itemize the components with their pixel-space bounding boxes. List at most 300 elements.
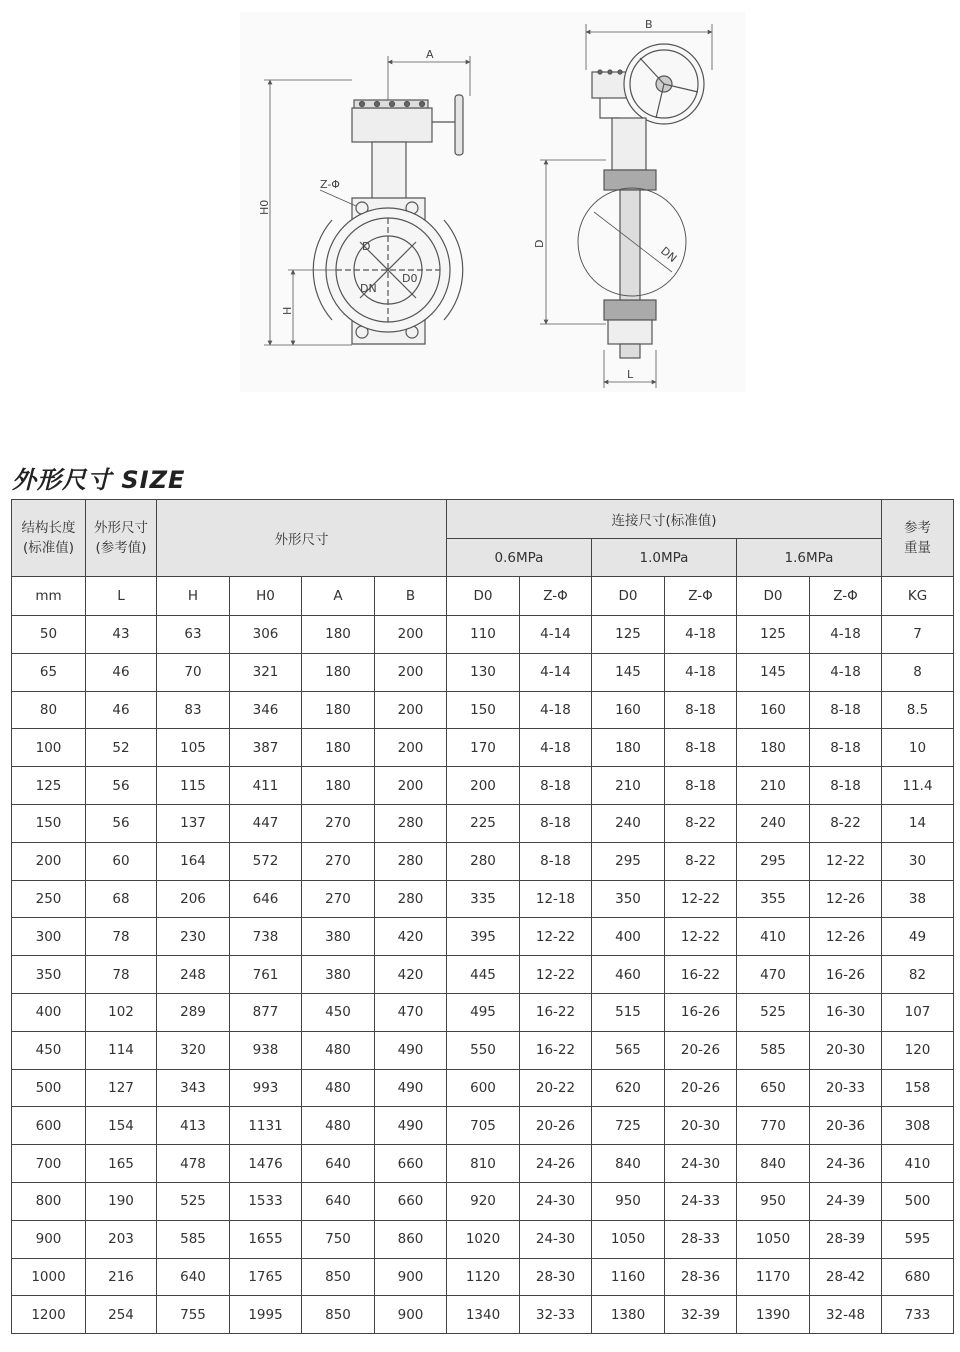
table-cell: 950	[737, 1182, 810, 1220]
table-row	[12, 804, 954, 842]
table-cell: 12-22	[665, 880, 737, 918]
table-cell: 8-18	[810, 691, 882, 729]
table-cell: 105	[157, 729, 230, 767]
dim-d0-label: D0	[402, 272, 418, 285]
table-cell: 170	[447, 729, 520, 767]
table-cell: 600	[447, 1069, 520, 1107]
size-table	[11, 499, 954, 1334]
table-cell: 640	[302, 1145, 375, 1183]
table-cell: 8-18	[665, 729, 737, 767]
table-cell: 30	[882, 842, 954, 880]
table-cell: 840	[737, 1145, 810, 1183]
table-cell: 755	[157, 1296, 230, 1334]
table-cell: 993	[230, 1069, 302, 1107]
table-cell: 270	[302, 880, 375, 918]
table-row	[12, 956, 954, 994]
table-cell: 700	[12, 1145, 86, 1183]
table-cell: 550	[447, 1031, 520, 1069]
unit-header-cell: Z-Φ	[520, 577, 592, 616]
table-cell: 1380	[592, 1296, 665, 1334]
table-cell: 158	[882, 1069, 954, 1107]
table-cell: 380	[302, 956, 375, 994]
table-cell: 56	[86, 767, 157, 805]
table-cell: 12-22	[665, 918, 737, 956]
table-row	[12, 918, 954, 956]
table-cell: 572	[230, 842, 302, 880]
header-struct-length: 结构长度 (标准值)	[12, 500, 86, 577]
table-cell: 4-18	[665, 616, 737, 654]
table-cell: 585	[157, 1220, 230, 1258]
table-cell: 733	[882, 1296, 954, 1334]
size-table-container	[11, 499, 950, 1334]
header-pressure-1-0: 1.0MPa	[592, 539, 737, 577]
table-cell: 49	[882, 918, 954, 956]
table-cell: 595	[882, 1220, 954, 1258]
valve-technical-drawing	[0, 0, 960, 400]
table-cell: 400	[12, 993, 86, 1031]
table-cell: 32-33	[520, 1296, 592, 1334]
table-cell: 289	[157, 993, 230, 1031]
table-cell: 52	[86, 729, 157, 767]
table-cell: 43	[86, 616, 157, 654]
table-cell: 82	[882, 956, 954, 994]
table-cell: 1170	[737, 1258, 810, 1296]
dim-h0-label: H0	[258, 199, 271, 215]
table-cell: 420	[375, 918, 447, 956]
table-cell: 4-18	[810, 653, 882, 691]
table-cell: 16-26	[665, 993, 737, 1031]
table-cell: 125	[737, 616, 810, 654]
table-cell: 280	[375, 842, 447, 880]
table-cell: 114	[86, 1031, 157, 1069]
table-cell: 80	[12, 691, 86, 729]
table-cell: 420	[375, 956, 447, 994]
table-cell: 800	[12, 1182, 86, 1220]
unit-header-cell: L	[86, 577, 157, 616]
table-cell: 480	[302, 1069, 375, 1107]
table-cell: 410	[882, 1145, 954, 1183]
table-cell: 20-33	[810, 1069, 882, 1107]
table-cell: 295	[737, 842, 810, 880]
table-cell: 500	[12, 1069, 86, 1107]
table-cell: 46	[86, 653, 157, 691]
table-cell: 65	[12, 653, 86, 691]
header-connection: 连接尺寸(标准值)	[447, 500, 882, 539]
table-cell: 68	[86, 880, 157, 918]
dim-l-label: L	[627, 368, 634, 381]
table-cell: 20-30	[665, 1107, 737, 1145]
table-cell: 145	[592, 653, 665, 691]
table-cell: 83	[157, 691, 230, 729]
table-cell: 295	[592, 842, 665, 880]
unit-header-cell: D0	[447, 577, 520, 616]
header-pressure-0-6: 0.6MPa	[447, 539, 592, 577]
table-cell: 28-39	[810, 1220, 882, 1258]
table-cell: 130	[447, 653, 520, 691]
unit-header-cell: Z-Φ	[665, 577, 737, 616]
table-cell: 78	[86, 918, 157, 956]
table-cell: 525	[737, 993, 810, 1031]
table-cell: 355	[737, 880, 810, 918]
table-cell: 1390	[737, 1296, 810, 1334]
table-cell: 180	[302, 653, 375, 691]
table-cell: 1160	[592, 1258, 665, 1296]
table-cell: 840	[592, 1145, 665, 1183]
table-row	[12, 691, 954, 729]
dim-z-label: Z-Φ	[320, 178, 340, 191]
table-cell: 180	[592, 729, 665, 767]
table-cell: 24-39	[810, 1182, 882, 1220]
table-cell: 28-30	[520, 1258, 592, 1296]
table-cell: 346	[230, 691, 302, 729]
table-cell: 7	[882, 616, 954, 654]
table-cell: 480	[302, 1031, 375, 1069]
header-weight: 参考 重量	[882, 500, 954, 577]
table-cell: 254	[86, 1296, 157, 1334]
table-cell: 1120	[447, 1258, 520, 1296]
table-cell: 4-18	[810, 616, 882, 654]
table-cell: 78	[86, 956, 157, 994]
table-cell: 380	[302, 918, 375, 956]
dim-b-label: B	[645, 18, 653, 31]
table-cell: 20-22	[520, 1069, 592, 1107]
table-cell: 8-22	[810, 804, 882, 842]
table-cell: 447	[230, 804, 302, 842]
table-cell: 8.5	[882, 691, 954, 729]
table-cell: 350	[12, 956, 86, 994]
table-cell: 270	[302, 804, 375, 842]
table-cell: 8	[882, 653, 954, 691]
table-cell: 20-26	[665, 1069, 737, 1107]
dim-dn-label: DN	[360, 282, 377, 295]
header-outline: 外形尺寸	[157, 500, 447, 577]
table-cell: 620	[592, 1069, 665, 1107]
table-cell: 28-33	[665, 1220, 737, 1258]
unit-header-cell: D0	[592, 577, 665, 616]
table-cell: 660	[375, 1145, 447, 1183]
table-cell: 4-18	[665, 653, 737, 691]
table-cell: 8-18	[810, 767, 882, 805]
table-cell: 16-26	[810, 956, 882, 994]
table-cell: 738	[230, 918, 302, 956]
table-cell: 920	[447, 1182, 520, 1220]
table-cell: 240	[737, 804, 810, 842]
table-cell: 203	[86, 1220, 157, 1258]
unit-header-cell: D0	[737, 577, 810, 616]
table-cell: 770	[737, 1107, 810, 1145]
table-cell: 8-18	[665, 767, 737, 805]
table-cell: 900	[12, 1220, 86, 1258]
table-cell: 640	[302, 1182, 375, 1220]
table-cell: 145	[737, 653, 810, 691]
table-cell: 515	[592, 993, 665, 1031]
table-cell: 450	[12, 1031, 86, 1069]
table-cell: 565	[592, 1031, 665, 1069]
table-cell: 400	[592, 918, 665, 956]
table-cell: 50	[12, 616, 86, 654]
unit-header-cell: mm	[12, 577, 86, 616]
table-row	[12, 616, 954, 654]
table-cell: 350	[592, 880, 665, 918]
table-cell: 8-18	[665, 691, 737, 729]
table-cell: 495	[447, 993, 520, 1031]
table-cell: 1131	[230, 1107, 302, 1145]
table-row	[12, 1145, 954, 1183]
table-cell: 70	[157, 653, 230, 691]
table-cell: 150	[12, 804, 86, 842]
table-row	[12, 729, 954, 767]
table-cell: 12-22	[520, 918, 592, 956]
table-cell: 410	[737, 918, 810, 956]
table-cell: 102	[86, 993, 157, 1031]
table-cell: 280	[375, 804, 447, 842]
table-row	[12, 880, 954, 918]
unit-header-cell: A	[302, 577, 375, 616]
table-cell: 248	[157, 956, 230, 994]
table-cell: 180	[302, 616, 375, 654]
table-cell: 1050	[592, 1220, 665, 1258]
size-table-body	[12, 616, 954, 1334]
table-cell: 4-18	[520, 691, 592, 729]
table-cell: 761	[230, 956, 302, 994]
table-cell: 180	[737, 729, 810, 767]
table-cell: 1200	[12, 1296, 86, 1334]
table-cell: 160	[737, 691, 810, 729]
table-cell: 180	[302, 691, 375, 729]
table-cell: 154	[86, 1107, 157, 1145]
table-cell: 120	[882, 1031, 954, 1069]
table-cell: 200	[375, 653, 447, 691]
table-cell: 938	[230, 1031, 302, 1069]
table-cell: 164	[157, 842, 230, 880]
table-cell: 450	[302, 993, 375, 1031]
table-cell: 24-33	[665, 1182, 737, 1220]
table-cell: 200	[375, 729, 447, 767]
table-cell: 1655	[230, 1220, 302, 1258]
table-cell: 8-18	[520, 804, 592, 842]
table-cell: 1995	[230, 1296, 302, 1334]
table-cell: 56	[86, 804, 157, 842]
header-outline-ref: 外形尺寸 (参考值)	[86, 500, 157, 577]
table-cell: 210	[737, 767, 810, 805]
table-cell: 20-30	[810, 1031, 882, 1069]
unit-header-cell: H0	[230, 577, 302, 616]
table-row	[12, 1220, 954, 1258]
table-cell: 24-30	[665, 1145, 737, 1183]
table-cell: 20-26	[520, 1107, 592, 1145]
table-cell: 490	[375, 1069, 447, 1107]
table-cell: 480	[302, 1107, 375, 1145]
table-cell: 28-36	[665, 1258, 737, 1296]
table-row	[12, 842, 954, 880]
table-cell: 478	[157, 1145, 230, 1183]
table-cell: 250	[12, 880, 86, 918]
table-cell: 11.4	[882, 767, 954, 805]
table-cell: 150	[447, 691, 520, 729]
table-cell: 1533	[230, 1182, 302, 1220]
table-cell: 107	[882, 993, 954, 1031]
table-row	[12, 1258, 954, 1296]
dim-d-label: D	[362, 240, 371, 253]
table-cell: 8-22	[665, 842, 737, 880]
table-cell: 320	[157, 1031, 230, 1069]
table-row	[12, 653, 954, 691]
table-cell: 110	[447, 616, 520, 654]
table-cell: 445	[447, 956, 520, 994]
table-cell: 680	[882, 1258, 954, 1296]
table-cell: 127	[86, 1069, 157, 1107]
table-row	[12, 1107, 954, 1145]
table-cell: 165	[86, 1145, 157, 1183]
table-cell: 24-30	[520, 1220, 592, 1258]
header-pressure-1-6: 1.6MPa	[737, 539, 882, 577]
table-cell: 750	[302, 1220, 375, 1258]
table-cell: 190	[86, 1182, 157, 1220]
table-cell: 335	[447, 880, 520, 918]
unit-header-cell: H	[157, 577, 230, 616]
table-cell: 725	[592, 1107, 665, 1145]
table-cell: 125	[592, 616, 665, 654]
table-cell: 16-22	[665, 956, 737, 994]
table-cell: 900	[375, 1258, 447, 1296]
table-row	[12, 1031, 954, 1069]
unit-header-cell: Z-Φ	[810, 577, 882, 616]
table-row	[12, 1296, 954, 1334]
table-cell: 60	[86, 842, 157, 880]
table-cell: 8-18	[520, 842, 592, 880]
table-cell: 12-26	[810, 918, 882, 956]
table-cell: 460	[592, 956, 665, 994]
table-cell: 28-42	[810, 1258, 882, 1296]
table-cell: 280	[447, 842, 520, 880]
table-cell: 900	[375, 1296, 447, 1334]
table-cell: 240	[592, 804, 665, 842]
table-cell: 650	[737, 1069, 810, 1107]
table-cell: 8-18	[810, 729, 882, 767]
table-cell: 216	[86, 1258, 157, 1296]
table-cell: 411	[230, 767, 302, 805]
table-cell: 810	[447, 1145, 520, 1183]
table-cell: 1020	[447, 1220, 520, 1258]
header-row-1	[12, 500, 954, 539]
table-cell: 306	[230, 616, 302, 654]
table-cell: 1476	[230, 1145, 302, 1183]
dim-side-d-label: D	[533, 239, 546, 248]
table-cell: 308	[882, 1107, 954, 1145]
table-row	[12, 1069, 954, 1107]
table-cell: 24-30	[520, 1182, 592, 1220]
table-cell: 1340	[447, 1296, 520, 1334]
dim-a-label: A	[426, 48, 434, 61]
table-cell: 850	[302, 1258, 375, 1296]
table-cell: 12-22	[520, 956, 592, 994]
table-cell: 225	[447, 804, 520, 842]
table-cell: 270	[302, 842, 375, 880]
unit-header-cell: KG	[882, 577, 954, 616]
table-cell: 4-14	[520, 653, 592, 691]
table-cell: 16-30	[810, 993, 882, 1031]
dim-side-dn-label: DN	[658, 244, 680, 266]
table-cell: 1000	[12, 1258, 86, 1296]
section-title: 外形尺寸 SIZE	[12, 466, 186, 494]
table-cell: 280	[375, 880, 447, 918]
table-cell: 500	[882, 1182, 954, 1220]
table-cell: 300	[12, 918, 86, 956]
table-cell: 395	[447, 918, 520, 956]
table-cell: 850	[302, 1296, 375, 1334]
table-cell: 16-22	[520, 993, 592, 1031]
table-cell: 16-22	[520, 1031, 592, 1069]
table-row	[12, 767, 954, 805]
table-cell: 413	[157, 1107, 230, 1145]
dim-h-label: H	[281, 306, 294, 315]
table-cell: 4-14	[520, 616, 592, 654]
table-cell: 343	[157, 1069, 230, 1107]
table-cell: 490	[375, 1031, 447, 1069]
table-cell: 8-22	[665, 804, 737, 842]
table-cell: 470	[737, 956, 810, 994]
table-cell: 387	[230, 729, 302, 767]
table-cell: 206	[157, 880, 230, 918]
table-cell: 200	[375, 691, 447, 729]
table-cell: 4-18	[520, 729, 592, 767]
table-cell: 46	[86, 691, 157, 729]
table-cell: 200	[375, 616, 447, 654]
table-cell: 137	[157, 804, 230, 842]
table-cell: 470	[375, 993, 447, 1031]
table-cell: 525	[157, 1182, 230, 1220]
table-cell: 20-26	[665, 1031, 737, 1069]
table-cell: 950	[592, 1182, 665, 1220]
table-cell: 14	[882, 804, 954, 842]
table-row	[12, 1182, 954, 1220]
table-cell: 600	[12, 1107, 86, 1145]
table-cell: 12-22	[810, 842, 882, 880]
table-cell: 860	[375, 1220, 447, 1258]
table-cell: 115	[157, 767, 230, 805]
table-cell: 230	[157, 918, 230, 956]
table-cell: 490	[375, 1107, 447, 1145]
table-cell: 24-26	[520, 1145, 592, 1183]
table-cell: 100	[12, 729, 86, 767]
table-cell: 321	[230, 653, 302, 691]
table-cell: 63	[157, 616, 230, 654]
table-cell: 12-18	[520, 880, 592, 918]
table-cell: 200	[447, 767, 520, 805]
table-cell: 200	[375, 767, 447, 805]
table-cell: 705	[447, 1107, 520, 1145]
table-cell: 877	[230, 993, 302, 1031]
table-cell: 180	[302, 767, 375, 805]
table-cell: 10	[882, 729, 954, 767]
table-row	[12, 993, 954, 1031]
table-cell: 1050	[737, 1220, 810, 1258]
table-cell: 20-36	[810, 1107, 882, 1145]
table-cell: 660	[375, 1182, 447, 1220]
header-units-row	[12, 577, 954, 616]
table-cell: 160	[592, 691, 665, 729]
table-cell: 1765	[230, 1258, 302, 1296]
table-cell: 32-39	[665, 1296, 737, 1334]
table-cell: 200	[12, 842, 86, 880]
table-cell: 640	[157, 1258, 230, 1296]
table-cell: 24-36	[810, 1145, 882, 1183]
table-cell: 12-26	[810, 880, 882, 918]
table-cell: 180	[302, 729, 375, 767]
table-cell: 585	[737, 1031, 810, 1069]
table-cell: 38	[882, 880, 954, 918]
table-cell: 125	[12, 767, 86, 805]
